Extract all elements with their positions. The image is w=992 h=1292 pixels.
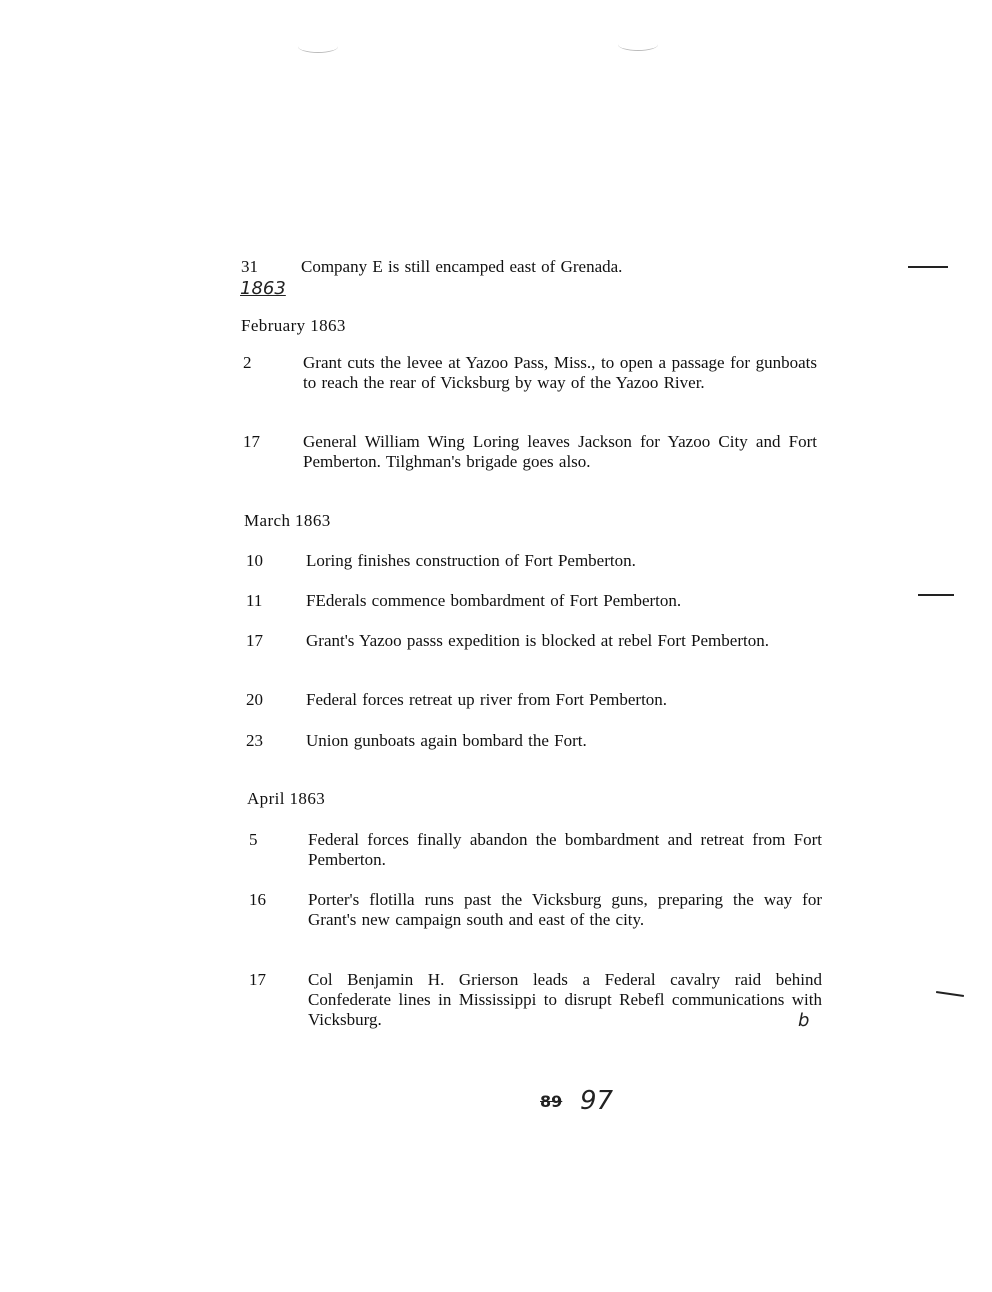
entry-day: 31 (241, 257, 258, 276)
entry-day: 5 (249, 830, 258, 849)
entry-day: 10 (246, 551, 263, 570)
entry-text: General William Wing Loring leaves Jackson for Yazoo City and Fort Pemberton. Tilghman's brigade goes also. (303, 432, 817, 471)
entry-day: 17 (243, 432, 260, 451)
entry-text: Grant cuts the levee at Yazoo Pass, Miss., to open a passage for gunboats to reach the rear of Vicksburg by way of the Yazoo River. (303, 353, 817, 392)
handwritten-year: 1863 (240, 278, 286, 299)
month-heading: March 1863 (244, 511, 331, 530)
entry-text: Union gunboats again bombard the Fort. (306, 731, 587, 750)
month-heading: February 1863 (241, 316, 346, 335)
punch-hole-right (618, 38, 658, 51)
entry-day: 23 (246, 731, 263, 750)
entry-day: 17 (249, 970, 266, 989)
month-heading: April 1863 (247, 789, 326, 808)
entry-day: 11 (246, 591, 263, 610)
entry-day: 20 (246, 690, 263, 709)
entry-text: Porter's flotilla runs past the Vicksburg guns, preparing the way for Grant's new campaign south and east of the city. (308, 890, 822, 929)
entry-text: Federal forces finally abandon the bombardment and retreat from Fort Pemberton. (308, 830, 822, 869)
handwritten-correction: b (798, 1010, 810, 1031)
margin-mark (918, 594, 954, 596)
entry-text: Loring finishes construction of Fort Pemberton. (306, 551, 636, 570)
entry-day: 2 (243, 353, 252, 372)
entry-text: Col Benjamin H. Grierson leads a Federal cavalry raid behind Confederate lines in Mississippi to disrupt Rebefl communications with Vicksburg. (308, 970, 822, 1029)
entry-text: Federal forces retreat up river from Fort Pemberton. (306, 690, 668, 709)
page-number-handwritten: 97 (580, 1086, 614, 1116)
margin-mark (936, 991, 964, 997)
page-number-struck: 89 (540, 1092, 563, 1111)
entry-text: FEderals commence bombardment of Fort Pemberton. (306, 591, 682, 610)
entry-text: Company E is still encamped east of Grenada. (301, 257, 623, 276)
entry-day: 16 (249, 890, 266, 909)
margin-mark (908, 266, 948, 268)
entry-day: 17 (246, 631, 263, 650)
punch-hole-left (298, 40, 338, 53)
entry-text: Grant's Yazoo passs expedition is blocked at rebel Fort Pemberton. (306, 631, 769, 650)
